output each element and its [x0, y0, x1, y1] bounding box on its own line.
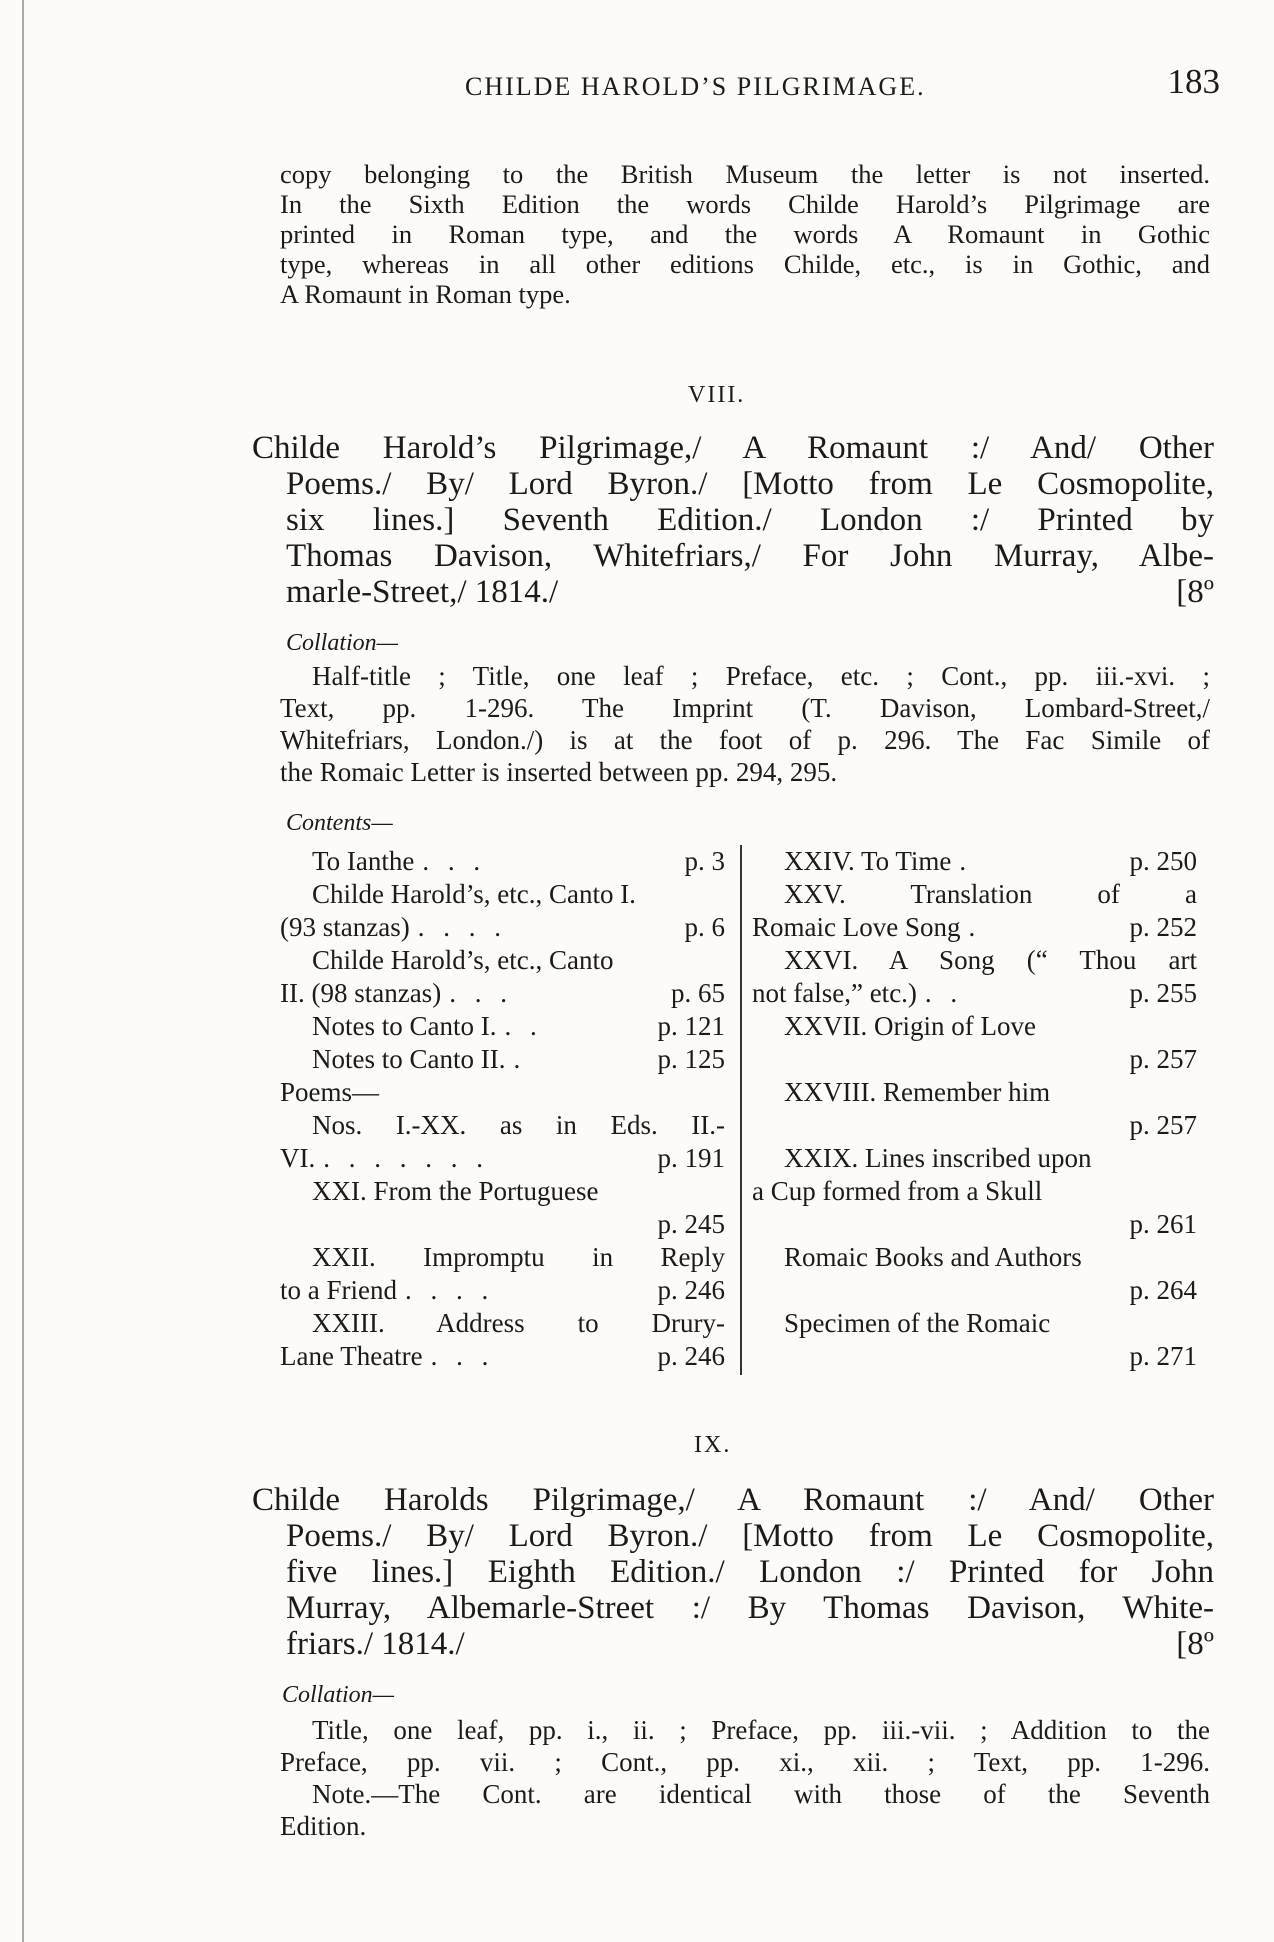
- contents-entry: (93 stanzas) . . . . p. 6: [280, 912, 725, 942]
- contents-entry: XXV. Translation of a: [784, 879, 1197, 909]
- contents-entry: To Ianthe . . . p. 3: [312, 846, 725, 876]
- section-number-ix: IX.: [694, 1432, 732, 1458]
- contents-entry: Romaic Love Song . p. 252: [752, 912, 1197, 942]
- contents-right-column: [752, 845, 1197, 1373]
- contents-entry: XXIX. Lines inscribed upon: [784, 1143, 1092, 1173]
- contents-entry: XXII. Impromptu in Reply: [312, 1242, 725, 1272]
- collation-label: Collation—: [282, 1682, 395, 1708]
- contents-entry: p. 257: [1129, 1110, 1197, 1140]
- collation-viii: [280, 660, 1210, 788]
- contents-entry: to a Friend . . . . p. 246: [280, 1275, 725, 1305]
- note-line: In the Sixth Edition the words Childe Harold’s Pilgrimage are: [280, 189, 1210, 219]
- contents-left-column: [280, 845, 725, 1373]
- running-header: [280, 62, 1220, 112]
- contents-entry: XXI. From the Portuguese: [312, 1176, 599, 1206]
- collation-ix: [280, 1714, 1210, 1842]
- collation-line: Preface, pp. vii. ; Cont., pp. xi., xii. ; Text, pp. 1-296.: [280, 1747, 1210, 1777]
- contents-entry: II. (98 stanzas) . . . p. 65: [280, 978, 725, 1008]
- contents-entry: p. 257: [1129, 1044, 1197, 1074]
- title-line: five lines.] Eighth Edition./ London :/ Printed for John: [286, 1554, 1214, 1590]
- contents-entry: VI. . . . . . . . p. 191: [280, 1143, 725, 1173]
- contents-entry: p. 261: [1129, 1209, 1197, 1239]
- title-line-text: friars./ 1814./: [286, 1626, 465, 1662]
- title-line: [252, 1626, 1214, 1662]
- entry-title-viii: [252, 430, 1214, 610]
- contents-entry: p. 245: [657, 1209, 725, 1239]
- contents-entry: Notes to Canto I. . . p. 121: [312, 1011, 725, 1041]
- collation-line: Half-title ; Title, one leaf ; Preface, etc. ; Cont., pp. iii.-xvi. ;: [312, 661, 1210, 691]
- contents-entry: XXIV. To Time . p. 250: [784, 846, 1197, 876]
- title-line: six lines.] Seventh Edition./ London :/ Printed by: [286, 502, 1214, 538]
- contents-entry: Lane Theatre . . . p. 246: [280, 1341, 725, 1371]
- contents-entry: p. 264: [1129, 1275, 1197, 1305]
- collation-line: Text, pp. 1-296. The Imprint (T. Davison, Lombard-Street,/: [280, 693, 1210, 723]
- column-divider: [740, 845, 742, 1375]
- contents-entry: Childe Harold’s, etc., Canto I.: [312, 879, 636, 909]
- collation-line: Whitefriars, London./) is at the foot of p. 296. The Fac Simile of: [280, 725, 1210, 755]
- contents-entry: Specimen of the Romaic: [784, 1308, 1051, 1338]
- title-line: Childe Harolds Pilgrimage,/ A Romaunt :/ And/ Other: [252, 1482, 1214, 1518]
- entry-title-ix: [252, 1482, 1214, 1662]
- contents-entry: Poems—: [280, 1077, 380, 1107]
- collation-line: the Romaic Letter is inserted between pp. 294, 295.: [280, 757, 838, 787]
- format-mark: [8º: [1176, 1626, 1214, 1662]
- contents-entry: Romaic Books and Authors: [784, 1242, 1082, 1272]
- title-line: Thomas Davison, Whitefriars,/ For John Murray, Albe-: [286, 538, 1214, 574]
- contents-entry: p. 271: [1129, 1341, 1197, 1371]
- note-line: type, whereas in all other editions Childe, etc., is in Gothic, and: [280, 249, 1210, 279]
- title-line: Childe Harold’s Pilgrimage,/ A Romaunt :/ And/ Other: [252, 430, 1214, 466]
- title-line: Poems./ By/ Lord Byron./ [Motto from Le Cosmopolite,: [286, 1518, 1214, 1554]
- title-line-text: marle-Street,/ 1814./: [286, 574, 559, 610]
- page-number: 183: [1167, 62, 1220, 101]
- contents-entry: Childe Harold’s, etc., Canto: [312, 945, 614, 975]
- contents-label: Contents—: [286, 810, 393, 836]
- title-line: [252, 574, 1214, 610]
- collation-label: Collation—: [286, 630, 399, 656]
- collation-line: Title, one leaf, pp. i., ii. ; Preface, pp. iii.-vii. ; Addition to the: [312, 1715, 1210, 1745]
- contents-entry: not false,” etc.) . . p. 255: [752, 978, 1197, 1008]
- title-line: Murray, Albemarle-Street :/ By Thomas Davison, White-: [286, 1590, 1214, 1626]
- section-number-viii: VIII.: [688, 382, 746, 408]
- page-edge: [22, 0, 24, 1942]
- note-line: copy belonging to the British Museum the letter is not inserted.: [280, 159, 1210, 189]
- collation-line: Note.—The Cont. are identical with those of the Seventh: [312, 1779, 1210, 1809]
- contents-entry: XXIII. Address to Drury-: [312, 1308, 725, 1338]
- note-line: A Romaunt in Roman type.: [280, 279, 571, 309]
- contents-entry: XXVI. A Song (“ Thou art: [784, 945, 1197, 975]
- running-title: CHILDE HAROLD’S PILGRIMAGE.: [465, 72, 926, 101]
- contents-entry: a Cup formed from a Skull: [752, 1176, 1043, 1206]
- contents-entry: XXVIII. Remember him: [784, 1077, 1051, 1107]
- contents-entry: Nos. I.-XX. as in Eds. II.-: [312, 1110, 725, 1140]
- contents-entry: Notes to Canto II. . p. 125: [312, 1044, 725, 1074]
- note-paragraph: [280, 159, 1210, 309]
- format-mark: [8º: [1176, 574, 1214, 610]
- contents-entry: XXVII. Origin of Love: [784, 1011, 1036, 1041]
- note-line: printed in Roman type, and the words A Romaunt in Gothic: [280, 219, 1210, 249]
- collation-line: Edition.: [280, 1811, 367, 1841]
- title-line: Poems./ By/ Lord Byron./ [Motto from Le Cosmopolite,: [286, 466, 1214, 502]
